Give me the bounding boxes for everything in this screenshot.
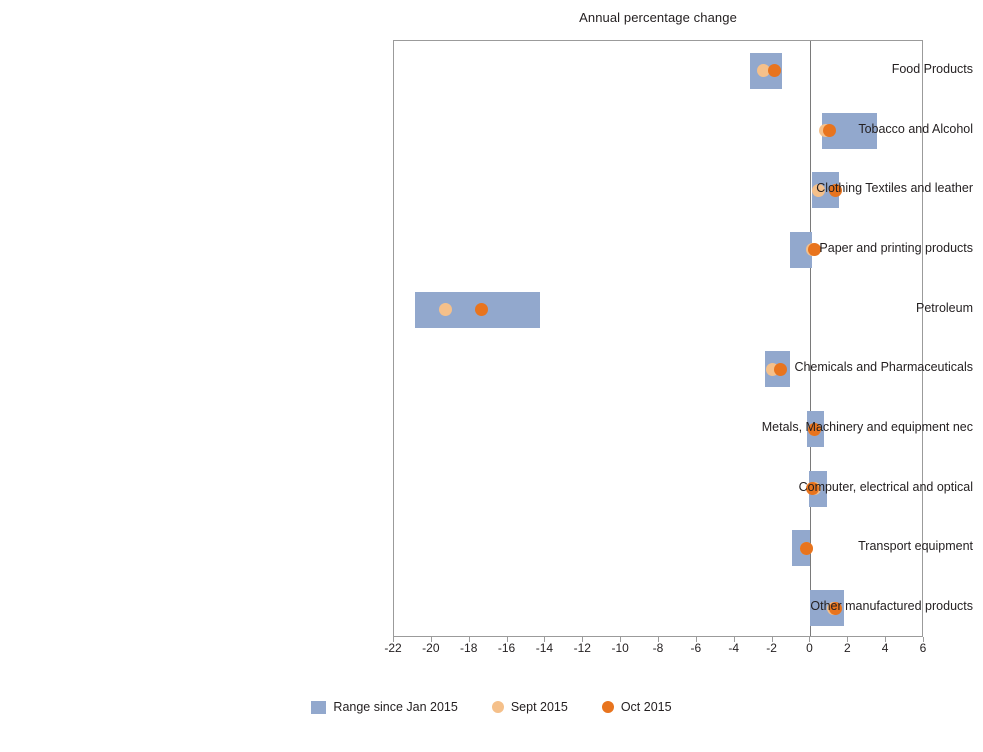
x-tick-label: -6 [690,641,702,655]
x-tick-label: -2 [766,641,777,655]
x-tick-label: -18 [460,641,478,655]
category-label: Food Products [891,61,973,76]
legend-label: Oct 2015 [620,700,672,714]
legend-item [311,700,457,714]
category-label: Chemicals and Pharmaceuticals [794,360,973,375]
legend-oct-dot-icon [602,701,614,713]
category-label: Other manufactured products [810,599,973,614]
sept-2015-point [439,303,452,316]
category-label: Tobacco and Alcohol [858,121,973,136]
legend-label: Sept 2015 [510,700,568,714]
x-tick-label: -14 [535,641,554,655]
x-tick-label: -22 [384,641,402,655]
legend-label: Range since Jan 2015 [333,700,458,714]
category-label: Metals, Machinery and equipment nec [761,420,973,435]
category-label: Paper and printing products [819,240,973,255]
x-tick-label: 2 [843,641,851,655]
category-label: Computer, electrical and optical [798,479,973,494]
chart-title: Annual percentage change [579,10,737,25]
x-tick-label: 6 [919,641,927,655]
x-tick-label: -20 [422,641,440,655]
x-tick-label: 0 [806,641,813,655]
legend-sept-dot-icon [492,701,504,713]
legend-range-swatch-icon [311,701,326,714]
x-tick-label: -16 [497,641,516,655]
legend-item [602,700,672,714]
category-label: Petroleum [916,300,973,315]
category-label: Transport equipment [858,539,973,554]
x-tick-label: -4 [728,641,740,655]
x-tick-label: -10 [611,641,629,655]
chart-legend [0,700,983,714]
legend-item [492,700,568,714]
x-tick-label: -8 [652,641,664,655]
x-tick-label: 4 [881,641,889,655]
x-tick-label: -12 [573,641,591,655]
category-label: Clothing Textiles and leather [816,181,973,196]
oct-2015-point [475,303,488,316]
